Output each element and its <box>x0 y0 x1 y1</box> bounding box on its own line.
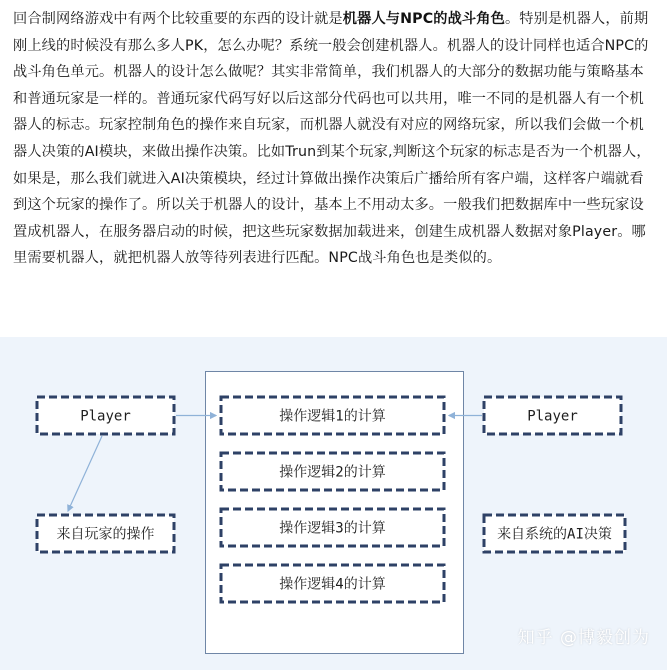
calc-label-3: 操作逻辑3的计算 <box>279 520 386 537</box>
right-player-box <box>484 397 621 434</box>
calc-box-3 <box>221 509 444 546</box>
left-player-label: Player <box>80 408 131 425</box>
watermark: 知乎 @博毅创为 <box>517 628 650 648</box>
diagram-canvas <box>0 337 667 670</box>
calc-box-1 <box>221 397 444 434</box>
calc-label-1: 操作逻辑1的计算 <box>279 408 386 425</box>
right-source-label: 来自系统的AI决策 <box>497 526 612 543</box>
calc-label-4: 操作逻辑4的计算 <box>279 576 386 593</box>
article-bold-text: 机器人与NPC的战斗角色 <box>342 11 505 27</box>
calc-box-4 <box>221 565 444 602</box>
article-paragraph <box>13 6 653 272</box>
left-source-box <box>37 515 174 552</box>
right-player-label: Player <box>527 408 578 425</box>
left-player-box <box>37 397 174 434</box>
article-text-1: 回合制网络游戏中有两个比较重要的东西的设计就是 <box>13 11 343 27</box>
article-text-2: 。特别是机器人，前期刚上线的时候没有那么多人PK，怎么办呢？系统一般会创建机器人。机器人的设计同样也适合NPC的战斗角色单元。机器人的设计怎么做呢？其实非常简单，我们机器人的大部分的数据功能与策略基本和普通玩家是一样的。普通玩家代码写好以后这部分代码也可以共用，唯一不同的是机器人有一个机器人的标志。玩家控制角色的操作来自玩家，而机器人就没有对应的网络玩家，所以我们会做一个机器人决策的AI模块，来做出操作决策。比如Trun到某个玩家,判断这个玩家的标志是否为一个机器人，如果是，那么我们就进入AI决策模块，经过计算做出操作决策后广播给所有客户端，这样客户端就看到这个玩家的操作了。所以关于机器人的设计，基本上不用动太多。一般我们把数据库中一些玩家设置成机器人，在服务器启动的时候，把这些玩家数据加载进来，创建生成机器人数据对象Player。哪里需要机器人，就把机器人放等待列表进行匹配。NPC战斗角色也是类似的。 <box>13 11 651 267</box>
calc-box-2 <box>221 453 444 490</box>
flow-diagram <box>0 337 667 670</box>
calc-label-2: 操作逻辑2的计算 <box>279 464 386 481</box>
right-source-box <box>484 515 625 552</box>
left-source-label: 来自玩家的操作 <box>56 526 155 543</box>
